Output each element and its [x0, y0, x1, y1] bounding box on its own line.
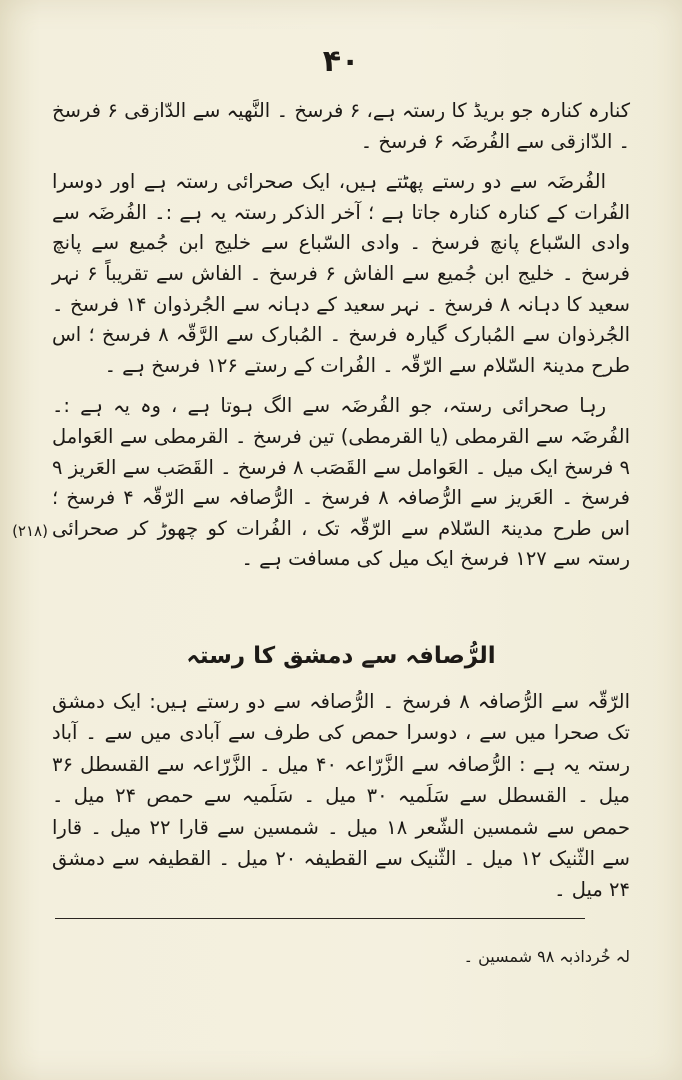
paragraph-1: کنارہ کنارہ جو بریڈ کا رستہ ہے، ۶ فرسخ ۔ النَّھیہ سے الدّازقی ۶ فرسخ ۔ الدّازقی سے الفُرضَہ ۶ فرسخ ۔ [52, 99, 630, 153]
margin-reference: (۲۱۸) [12, 522, 48, 540]
footnote-divider [55, 918, 585, 919]
paragraph-3: رہا صحرائی رستہ، جو الفُرضَہ سے الگ ہوتا ہے ، وہ یہ ہے :۔ الفُرضَہ سے القرمطی (یا القرمطی) تین فرسخ ۔ القرمطی سے العَوامل ۹ فرسخ ایک میل ۔ العَوامل سے القَصَب ۸ فرسخ ۔ القَصَب سے العَریز ۹ فرسخ ۔ العَریز سے الرُّصافہ ۸ فرسخ ۔ الرُّصافہ سے الرّقّہ ۴ فرسخ ؛ اس طرح مدینۃ السّلام سے الرّقّہ تک ، الفُرات کو چھوڑ کر صحرائی رستہ سے ۱۲۷ فرسخ ایک میل کی مسافت ہے ۔ [52, 394, 630, 571]
section-paragraph: الرّقّہ سے الرُّصافہ ۸ فرسخ ۔ الرُّصافہ سے دو رستے ہیں: ایک دمشق تک صحرا میں سے ، دوسرا حمص کی طرف سے آبادی میں سے ۔ آباد رستہ یہ ہے : الرُّصافہ سے الزَّرّاعہ ۴۰ میل ۔ الزَّرّاعہ سے القسطل ۳۶ میل ۔ القسطل سے سَلَمیہ ۳۰ میل ۔ سَلَمیہ سے حمص ۲۴ میل ۔ حمص سے شمسین الشّعر ۱۸ میل ۔ شمسین سے قارا ۲۲ میل ۔ قارا سے الثّنیک ۱۲ میل ۔ الثّنیک سے القطیفہ ۲۰ میل ۔ القطیفہ سے دمشق ۲۴ میل ۔ [52, 690, 631, 902]
page-number: ۴۰ [322, 44, 360, 79]
section-heading: الرُّصافہ سے دمشق کا رستہ [186, 643, 496, 669]
main-text [52, 96, 630, 585]
footnote: لہ خُرداذبہ ۹۸ شمسین ۔ [463, 947, 630, 966]
section-text [52, 686, 630, 916]
paragraph-2: الفُرضَہ سے دو رستے پھٹتے ہیں، ایک صحرائی رستہ ہے اور دوسرا الفُرات کے کنارہ کنارہ جاتا ہے ؛ آخر الذکر رستہ یہ ہے :۔ الفُرضَہ سے وادی السّباع پانچ فرسخ ۔ وادی السّباع سے خلیج ابن جُمیع سے پانچ فرسخ ۔ خلیج ابن جُمیع سے الفاش ۶ فرسخ ۔ الفاش سے تقریباً ۶ نہر سعید کا دہانہ ۸ فرسخ ۔ نہر سعید کے دہانہ سے الجُرذوان ۱۴ فرسخ ۔ الجُرذوان سے المُبارک گیارہ فرسخ ۔ المُبارک سے الرَّقّہ ۸ فرسخ ؛ اس طرح مدینۃ السّلام سے الرّقّہ ۔ الفُرات کے رستے ۱۲۶ فرسخ ہے ۔ [52, 170, 630, 377]
